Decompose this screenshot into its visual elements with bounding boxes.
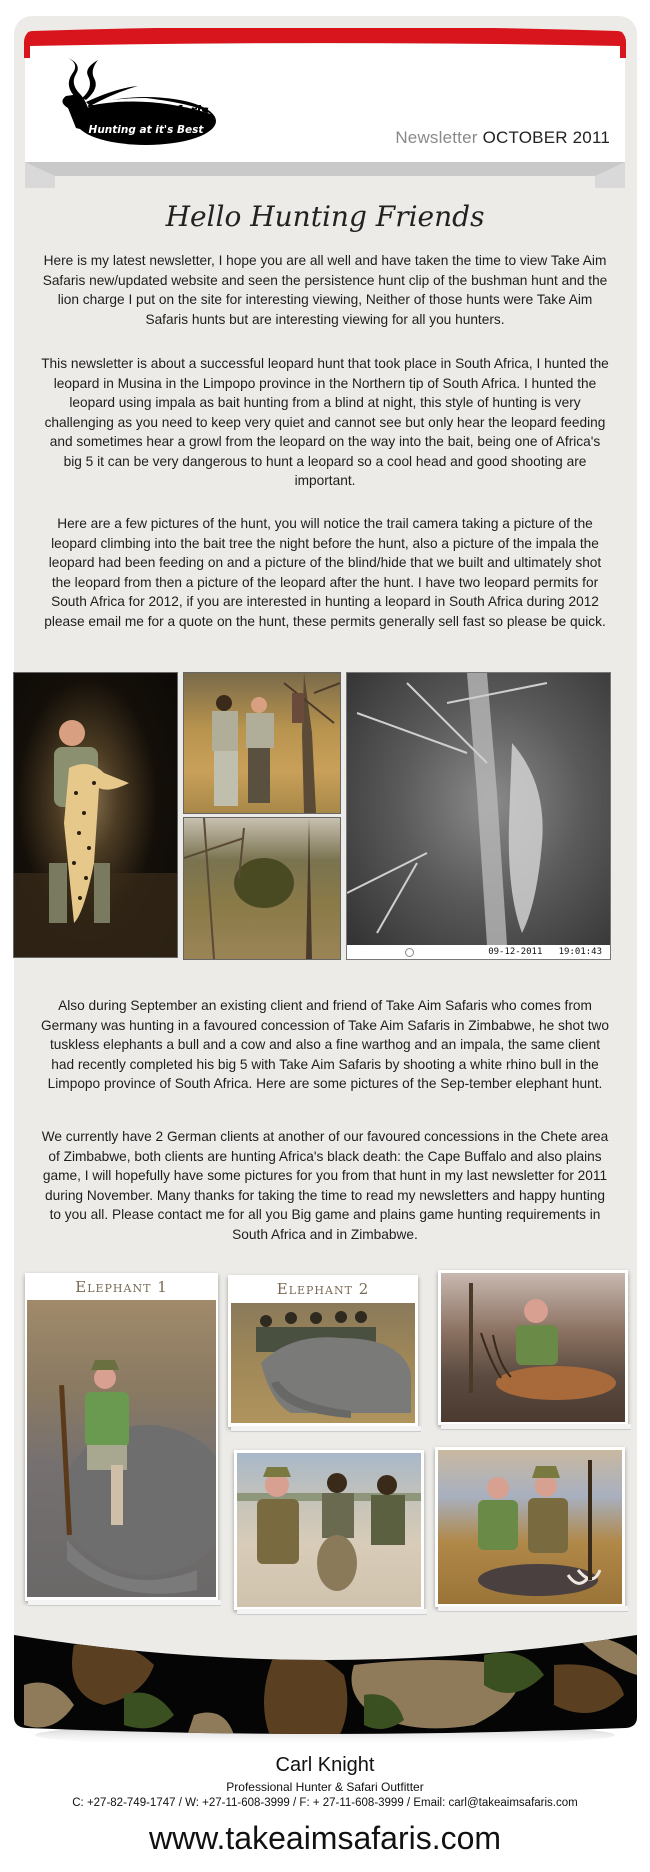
issue-date: OCTOBER 2011 xyxy=(482,128,610,147)
polaroid-elephant-2 xyxy=(228,1275,418,1427)
camera-circle-icon xyxy=(405,948,414,957)
photo-hunter-with-leopard xyxy=(13,672,178,958)
trail-camera-leopard-icon xyxy=(347,673,610,945)
photo-elephant-2 xyxy=(231,1303,415,1423)
caption-elephant-1: Elephant 1 xyxy=(75,1278,168,1296)
signature-name: Carl Knight xyxy=(275,1754,375,1776)
polaroid-stack-edge xyxy=(441,1424,631,1430)
hunter-with-impala-icon xyxy=(441,1273,625,1422)
photo-hunting-blind xyxy=(183,817,341,960)
contact-details[interactable]: C: +27-82-749-1747 / W: +27-11-608-3999 / F: + 27-11-608-3999 / Email: carl@takeaimsafaris.com xyxy=(72,1797,578,1809)
greeting-heading: Hello Hunting Friends xyxy=(165,200,485,233)
trail-camera-time: 19:01:43 xyxy=(558,947,602,957)
newsletter-issue xyxy=(395,128,610,148)
newsletter-label: Newsletter xyxy=(395,128,478,147)
photo-impala xyxy=(441,1273,625,1422)
photo-trail-camera xyxy=(346,672,611,960)
photo-baboon xyxy=(237,1453,421,1607)
elephant-hunt-paragraph: Also during September an existing client and friend of Take Aim Safaris who comes from Germany was hunting in a favoured concession of Take Aim Safaris in Zimbabwe, he shot two tuskless elephants a bull and a cow and also a fine warthog and an impala, the same client had recently completed his big 5 with Take Aim Safaris by shooting a white rhino bull in the Limpopo province of South Africa. Here are some pictures of the Sep-tember elephant hunt. xyxy=(40,998,610,1091)
polaroid-stack-edge xyxy=(237,1609,427,1615)
header-ribbon xyxy=(25,162,625,188)
take-aim-safaris-logo xyxy=(46,58,216,148)
website-link[interactable]: www.takeaimsafaris.com xyxy=(148,1820,502,1856)
closing-paragraph: We currently have 2 German clients at another of our favoured concessions in the Chete area of Zimbabwe, both clients are hunting Africa's black death: the Cape Buffalo and also plains game, I will hopefully have some pictures for you from that hunt in my last newsletter for 2011 during November. Many thanks for taking the time to read my newsletters and happy hunting to you all. Please contact me for all you Big game and plains game hunting requirements in South Africa and in Zimbabwe. xyxy=(41,1129,609,1242)
leopard-pictures-paragraph: Here are a few pictures of the hunt, you will notice the trail camera taking a picture of the leopard climbing into the bait tree the night before the hunt, also a picture of the impala the leopard had been feeding on and a picture of the blind/hide that we built and ultimately shot the leopard from then a picture of the leopard after the hunt. I have two leopard permits for South Africa for 2012, if you are interested in hunting a leopard in South Africa during 2012 please email me for a quote on the hunt, these permits generally sell fast so please be quick. xyxy=(44,516,606,629)
intro-paragraph: Here is my latest newsletter, I hope you are all well and have taken the time to view Take Aim Safaris new/updated website and seen the persistence hunt clip of the bushman hunt and the lion charge I put on the site for interesting viewing, Neither of those hunts were Take Aim Safaris hunts but are interesting viewing for all you hunters. xyxy=(42,253,608,327)
photo-warthog xyxy=(438,1450,622,1604)
leopard-figure-icon xyxy=(14,673,177,957)
hunters-figure-icon xyxy=(184,673,340,813)
logo-tagline-text: Hunting at it's Best xyxy=(88,124,204,136)
polaroid-stack-edge xyxy=(438,1606,628,1612)
photo-hunters-by-bait-tree xyxy=(183,672,341,814)
polaroid-elephant-1 xyxy=(25,1273,218,1601)
photo-elephant-1 xyxy=(27,1300,216,1597)
trail-camera-date: 09-12-2011 xyxy=(488,947,543,957)
polaroid-stack-edge xyxy=(28,1600,221,1606)
signature-title: Professional Hunter & Safari Outfitter xyxy=(226,1780,424,1794)
camouflage-footer-band xyxy=(14,1635,637,1750)
logo-brand-text: Take Aim Safaris xyxy=(87,104,209,119)
hunters-with-warthog-icon xyxy=(438,1450,622,1604)
caption-elephant-2: Elephant 2 xyxy=(276,1280,370,1298)
trail-camera-stamp xyxy=(347,945,610,959)
polaroid-baboon xyxy=(234,1450,424,1610)
blind-figure-icon xyxy=(184,818,340,959)
hunter-on-elephant-icon xyxy=(27,1300,216,1597)
polaroid-warthog xyxy=(435,1447,625,1607)
leopard-hunt-paragraph: This newsletter is about a successful leopard hunt that took place in South Africa, I hunted the leopard in Musina in the Limpopo province in the Northern tip of South Africa. I hunted the leopard using impala as bait hunting from a blind at night, this style of hunting is very challenging as you need to keep very quiet and cannot see but only hear the leopard feeding and sometimes hear a growl from the leopard on the way into the bait, being one of Africa's big 5 it can be very dangerous to hunt a leopard so a cool head and good shooting are important. xyxy=(41,356,609,488)
hunters-with-baboon-icon xyxy=(237,1453,421,1607)
polaroid-stack-edge xyxy=(231,1426,421,1432)
polaroid-impala xyxy=(438,1270,628,1425)
elephant-with-trackers-icon xyxy=(231,1303,415,1423)
